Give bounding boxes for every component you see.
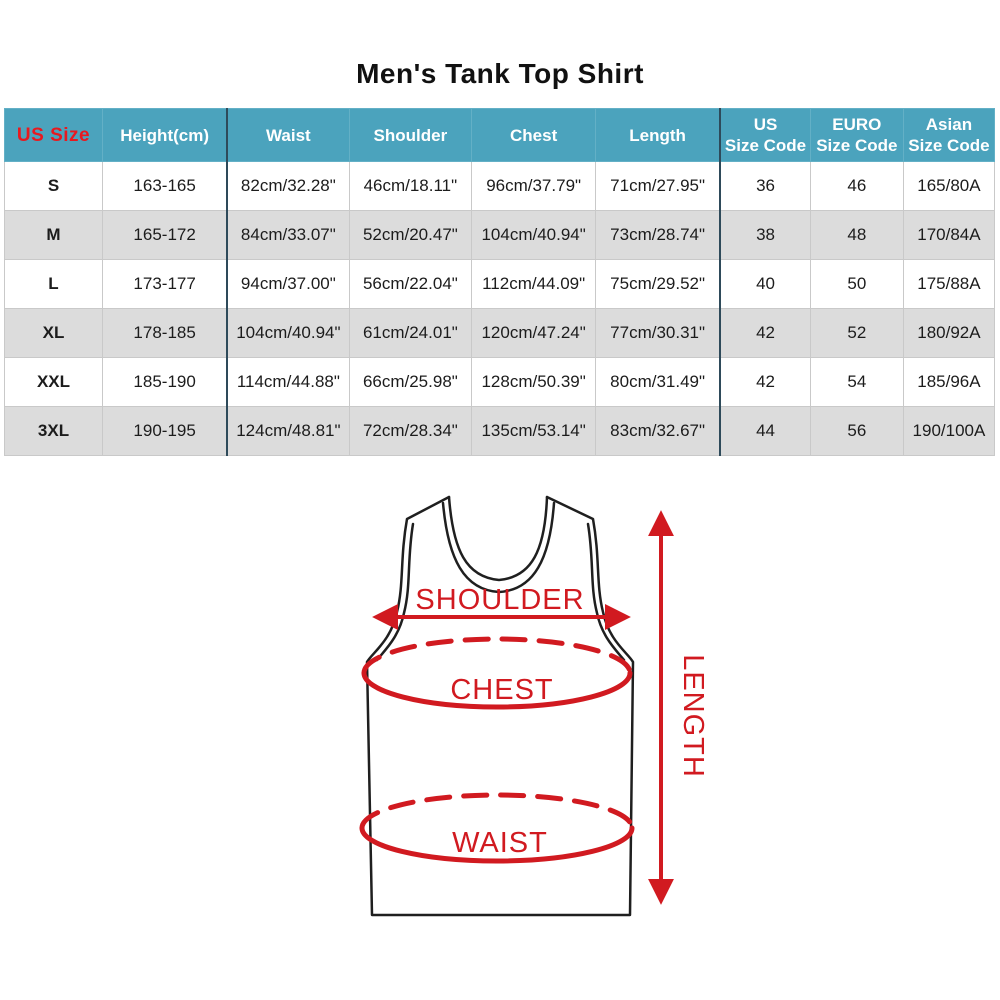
- table-cell: 175/88A: [903, 260, 994, 309]
- column-header-shoulder: Shoulder: [349, 109, 472, 162]
- table-cell: L: [5, 260, 103, 309]
- table-cell: 44: [720, 407, 810, 456]
- page-title: Men's Tank Top Shirt: [356, 58, 644, 89]
- table-cell: 104cm/40.94": [227, 309, 349, 358]
- column-header-height: Height(cm): [103, 109, 228, 162]
- table-cell: 190/100A: [903, 407, 994, 456]
- table-cell: 170/84A: [903, 211, 994, 260]
- waist-label: WAIST: [452, 827, 548, 859]
- measurement-diagram: [0, 460, 1000, 1000]
- neckline-outer: [449, 497, 547, 580]
- table-cell: 163-165: [103, 162, 228, 211]
- table-cell: 96cm/37.79": [472, 162, 596, 211]
- table-cell: 135cm/53.14": [472, 407, 596, 456]
- table-cell: 46cm/18.11": [349, 162, 472, 211]
- table-cell: 75cm/29.52": [596, 260, 721, 309]
- waist-ellipse-dashed-top: [362, 795, 632, 828]
- column-header-asian-size-code: Asian Size Code: [903, 109, 994, 162]
- table-cell: M: [5, 211, 103, 260]
- right-armhole-band: [588, 524, 624, 660]
- table-cell: 83cm/32.67": [596, 407, 721, 456]
- table-cell: 128cm/50.39": [472, 358, 596, 407]
- table-cell: 178-185: [103, 309, 228, 358]
- table-cell: 42: [720, 358, 810, 407]
- table-body: [5, 162, 995, 456]
- size-row-XL: [5, 309, 995, 358]
- table-cell: 72cm/28.34": [349, 407, 472, 456]
- table-cell: 42: [720, 309, 810, 358]
- length-label: LENGTH: [677, 654, 709, 778]
- table-cell: 54: [810, 358, 903, 407]
- table-cell: 104cm/40.94": [472, 211, 596, 260]
- table-cell: 56cm/22.04": [349, 260, 472, 309]
- table-cell: 173-177: [103, 260, 228, 309]
- table-cell: 94cm/37.00": [227, 260, 349, 309]
- table-cell: XL: [5, 309, 103, 358]
- table-cell: 124cm/48.81": [227, 407, 349, 456]
- table-cell: 40: [720, 260, 810, 309]
- column-header-euro-size-code: EURO Size Code: [810, 109, 903, 162]
- table-cell: 38: [720, 211, 810, 260]
- table-cell: 165/80A: [903, 162, 994, 211]
- table-cell: 50: [810, 260, 903, 309]
- table-cell: 56: [810, 407, 903, 456]
- table-cell: 190-195: [103, 407, 228, 456]
- table-cell: 165-172: [103, 211, 228, 260]
- table-cell: 46: [810, 162, 903, 211]
- table-cell: 120cm/47.24": [472, 309, 596, 358]
- table-cell: 48: [810, 211, 903, 260]
- table-cell: 114cm/44.88": [227, 358, 349, 407]
- size-chart-table: [4, 108, 995, 456]
- table-cell: 180/92A: [903, 309, 994, 358]
- table-cell: 185-190: [103, 358, 228, 407]
- table-cell: 112cm/44.09": [472, 260, 596, 309]
- table-cell: 52cm/20.47": [349, 211, 472, 260]
- table-cell: 3XL: [5, 407, 103, 456]
- column-header-waist: Waist: [227, 109, 349, 162]
- column-header-chest: Chest: [472, 109, 596, 162]
- left-armhole-band: [377, 524, 413, 660]
- table-cell: 84cm/33.07": [227, 211, 349, 260]
- table-cell: 82cm/32.28": [227, 162, 349, 211]
- size-row-XXL: [5, 358, 995, 407]
- table-header-row: [5, 109, 995, 162]
- size-row-S: [5, 162, 995, 211]
- column-header-length: Length: [596, 109, 721, 162]
- size-row-3XL: [5, 407, 995, 456]
- table-cell: 66cm/25.98": [349, 358, 472, 407]
- table-cell: 73cm/28.74": [596, 211, 721, 260]
- size-row-M: [5, 211, 995, 260]
- shoulder-label: SHOULDER: [415, 584, 585, 616]
- tank-top-diagram-svg: [0, 460, 1000, 1000]
- column-header-us-size: US Size: [5, 109, 103, 162]
- table-cell: XXL: [5, 358, 103, 407]
- table-cell: 80cm/31.49": [596, 358, 721, 407]
- table-cell: 185/96A: [903, 358, 994, 407]
- table-cell: S: [5, 162, 103, 211]
- table-cell: 71cm/27.95": [596, 162, 721, 211]
- table-cell: 61cm/24.01": [349, 309, 472, 358]
- table-cell: 36: [720, 162, 810, 211]
- column-header-us-size-code: US Size Code: [720, 109, 810, 162]
- table-cell: 77cm/30.31": [596, 309, 721, 358]
- chest-ellipse-dashed-top: [364, 639, 630, 673]
- chest-label: CHEST: [450, 674, 554, 706]
- table-cell: 52: [810, 309, 903, 358]
- size-row-L: [5, 260, 995, 309]
